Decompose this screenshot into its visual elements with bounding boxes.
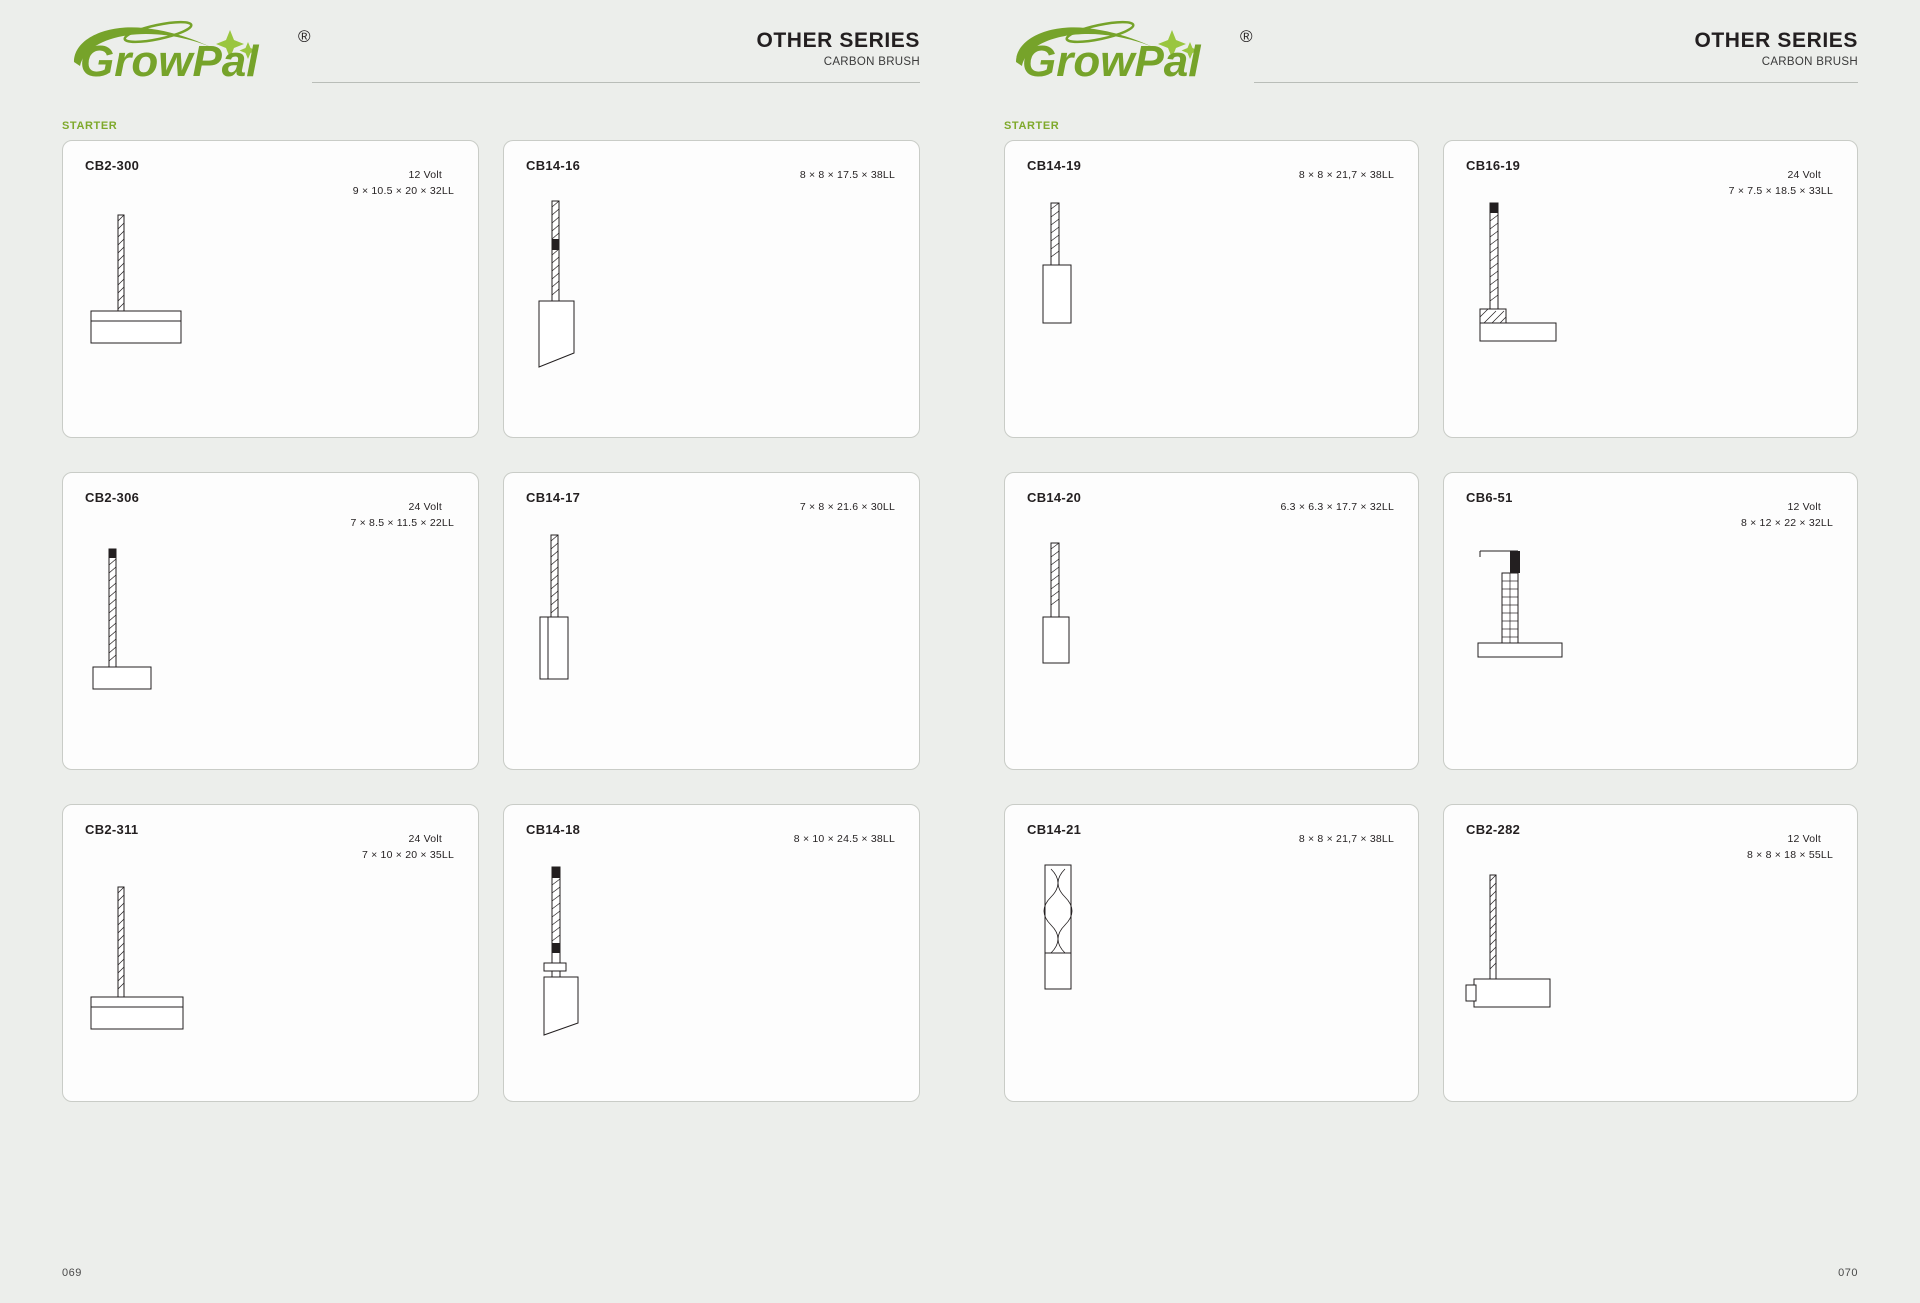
product-dimensions: 6.3 × 6.3 × 17.7 × 32LL [1280, 501, 1394, 513]
section-label-starter: STARTER [62, 120, 118, 132]
product-card[interactable] [503, 804, 920, 1102]
product-drawing [63, 175, 478, 425]
product-card[interactable] [62, 140, 479, 438]
product-code: CB2-300 [85, 158, 140, 173]
product-dimensions: 7 × 7.5 × 18.5 × 33LL [1728, 185, 1833, 198]
product-code: CB14-17 [526, 490, 581, 505]
product-drawing [1444, 507, 1857, 757]
series-title: OTHER SERIES [1694, 29, 1858, 52]
svg-text:GrowPal: GrowPal [80, 37, 259, 86]
product-dimensions: 8 × 8 × 21,7 × 38LL [1298, 833, 1394, 845]
product-code: CB2-282 [1466, 822, 1521, 837]
product-voltage: 12 Volt [408, 169, 442, 181]
product-dimensions: 8 × 8 × 21,7 × 38LL [1298, 169, 1394, 181]
product-code: CB14-16 [526, 158, 581, 173]
product-card[interactable] [1443, 804, 1858, 1102]
header-divider [312, 82, 920, 83]
series-title: OTHER SERIES [756, 29, 920, 52]
page-header-right [1004, 0, 1858, 118]
product-voltage: 12 Volt [1787, 833, 1821, 845]
svg-text:®: ® [298, 27, 311, 46]
logo-icon [62, 18, 362, 90]
page-header-left [62, 0, 920, 118]
product-voltage: 24 Volt [1787, 169, 1821, 181]
section-label-starter: STARTER [1004, 120, 1060, 132]
svg-text:®: ® [1240, 27, 1253, 46]
product-code: CB14-20 [1027, 490, 1082, 505]
header-title-block-right [1598, 30, 1858, 68]
product-code: CB2-311 [85, 822, 139, 837]
product-grid-left [62, 140, 920, 1102]
page-number: 069 [62, 1267, 82, 1279]
product-drawing [1005, 175, 1418, 425]
product-card[interactable] [503, 472, 920, 770]
catalog-page-right [960, 0, 1920, 1303]
product-code: CB14-18 [526, 822, 581, 837]
product-drawing [1444, 175, 1857, 425]
header-divider [1254, 82, 1858, 83]
series-subtitle: CARBON BRUSH [1761, 56, 1858, 68]
product-code: CB16-19 [1466, 158, 1521, 173]
product-voltage: 24 Volt [408, 833, 442, 845]
product-drawing [504, 507, 919, 757]
product-voltage: 24 Volt [408, 501, 442, 513]
product-dimensions: 8 × 8 × 17.5 × 38LL [799, 169, 895, 181]
product-dimensions: 7 × 10 × 20 × 35LL [361, 849, 454, 862]
product-dimensions: 7 × 8.5 × 11.5 × 22LL [350, 517, 454, 530]
product-drawing [504, 175, 919, 425]
product-code: CB14-19 [1027, 158, 1082, 173]
header-title-block-left [660, 30, 920, 68]
product-drawing [1444, 839, 1857, 1089]
product-code: CB6-51 [1466, 490, 1513, 505]
product-card[interactable] [1004, 140, 1419, 438]
product-drawing [63, 507, 478, 757]
logo-icon [1004, 18, 1304, 90]
product-drawing [63, 839, 478, 1089]
product-card[interactable] [1443, 140, 1858, 438]
series-subtitle: CARBON BRUSH [823, 56, 920, 68]
product-voltage: 12 Volt [1787, 501, 1821, 513]
product-card[interactable] [503, 140, 920, 438]
product-card[interactable] [62, 804, 479, 1102]
product-dimensions: 8 × 12 × 22 × 32LL [1740, 517, 1833, 530]
logo-growpal-right [1004, 18, 1304, 90]
product-dimensions: 8 × 10 × 24.5 × 38LL [793, 833, 895, 845]
product-dimensions: 8 × 8 × 18 × 55LL [1746, 849, 1833, 862]
product-drawing [1005, 839, 1418, 1089]
product-card[interactable] [1004, 472, 1419, 770]
logo-growpal-left [62, 18, 362, 90]
product-grid-right [1004, 140, 1858, 1102]
svg-text:GrowPal: GrowPal [1022, 37, 1201, 86]
page-number: 070 [1838, 1267, 1858, 1279]
product-drawing [1005, 507, 1418, 757]
product-card[interactable] [1004, 804, 1419, 1102]
product-card[interactable] [62, 472, 479, 770]
product-dimensions: 9 × 10.5 × 20 × 32LL [352, 185, 454, 198]
product-dimensions: 7 × 8 × 21.6 × 30LL [799, 501, 895, 513]
product-drawing [504, 839, 919, 1089]
product-code: CB14-21 [1027, 822, 1082, 837]
product-code: CB2-306 [85, 490, 140, 505]
product-card[interactable] [1443, 472, 1858, 770]
